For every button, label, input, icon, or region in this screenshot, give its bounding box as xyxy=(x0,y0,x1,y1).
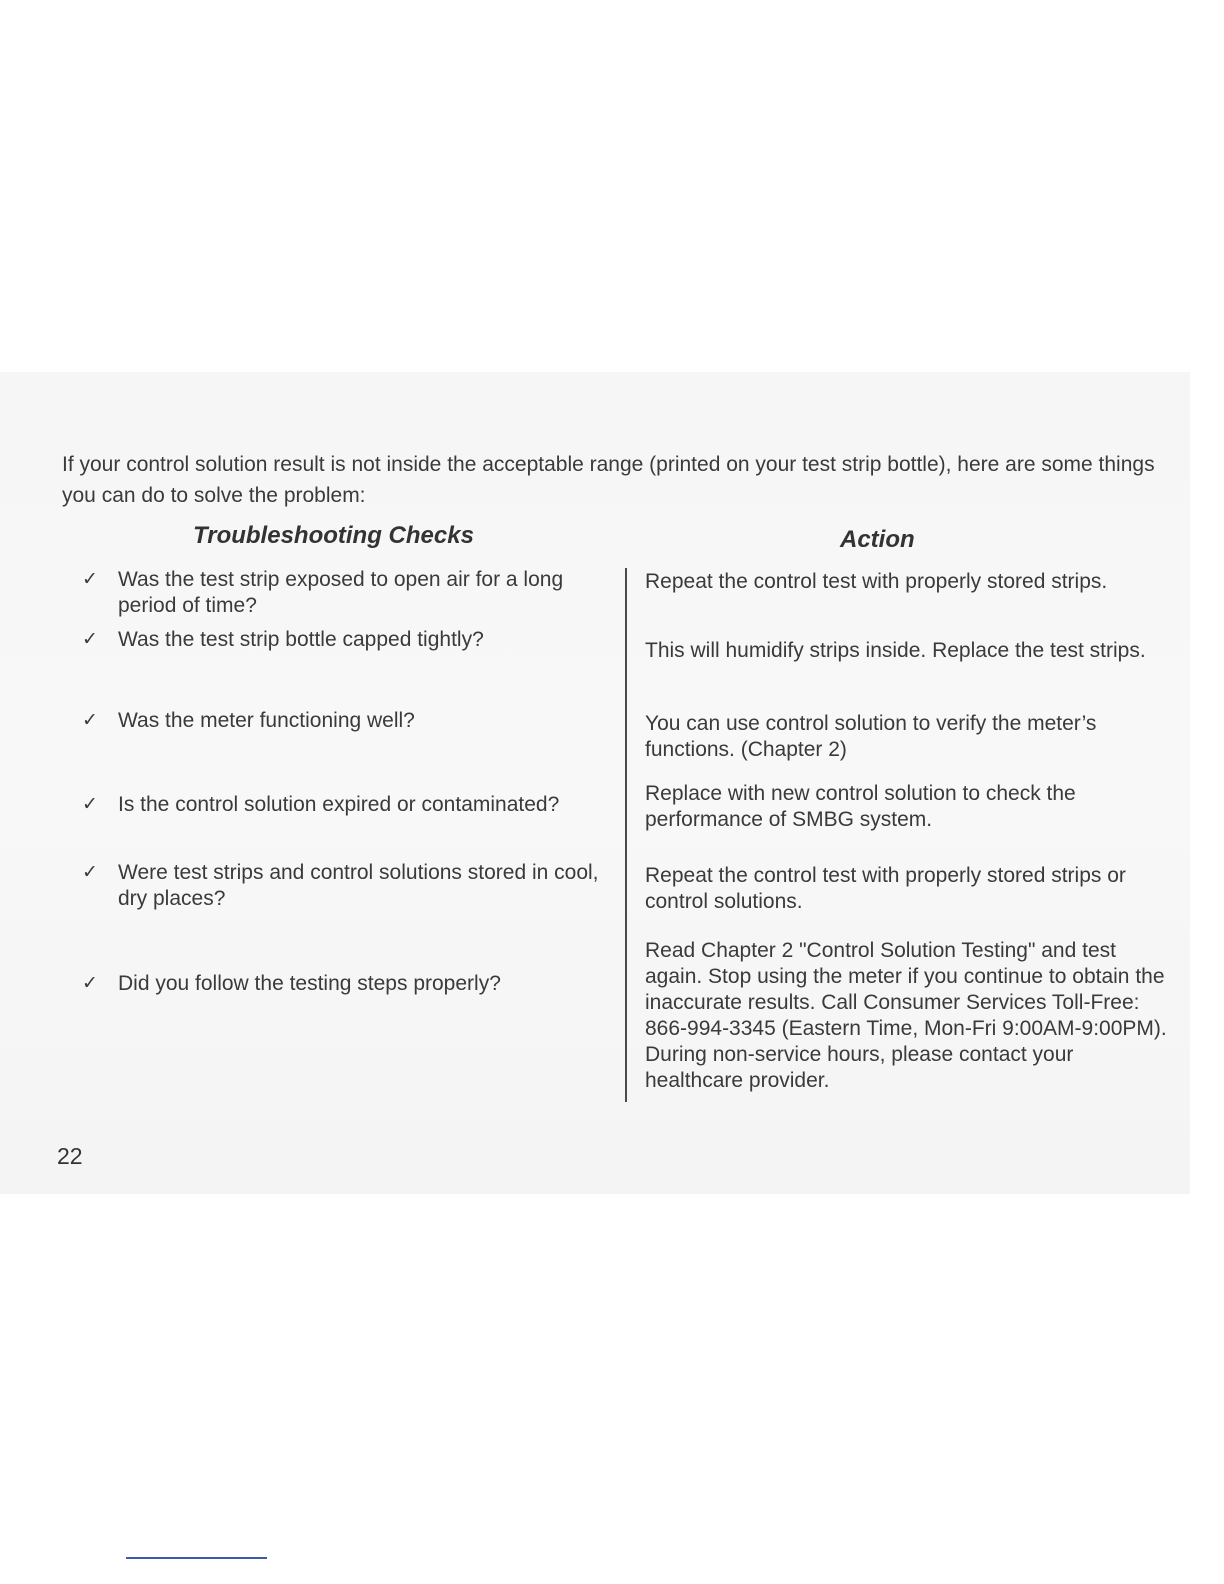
action-item-testing-steps: Read Chapter 2 "Control Solution Testing" and test again. Stop using the meter if you continue to obtain the inaccurate results. Call Consumer Services Toll-Free: 866-994-3345 (Eastern Time, Mon-Fri 9:00AM-9:00PM). During non-service hours, please contact your healthcare provider. xyxy=(645,939,1167,1092)
footer-rule xyxy=(126,1557,267,1559)
check-item-meter-functioning xyxy=(82,708,622,734)
check-item-testing-steps xyxy=(82,971,622,997)
check-item-text: Was the test strip exposed to open air for a long period of time? xyxy=(118,568,564,617)
check-item-open-air xyxy=(82,567,622,619)
action-item-open-air: Repeat the control test with properly stored strips. xyxy=(645,570,1108,593)
checkmark-icon: ✓ xyxy=(82,710,98,731)
check-item-bottle-capped xyxy=(82,627,622,653)
check-item-text: Did you follow the testing steps properly? xyxy=(118,972,501,995)
action-heading: Action xyxy=(840,526,915,553)
checkmark-icon: ✓ xyxy=(82,862,98,883)
checkmark-icon: ✓ xyxy=(82,569,98,590)
checkmark-icon: ✓ xyxy=(82,629,98,650)
check-item-text: Was the test strip bottle capped tightly? xyxy=(118,628,484,651)
action-item-storage-conditions: Repeat the control test with properly stored strips or control solutions. xyxy=(645,864,1126,913)
intro-paragraph: If your control solution result is not inside the acceptable range (printed on your test strip bottle), here are some things you can do to solve the problem: xyxy=(62,453,1155,507)
action-item-bottle-capped: This will humidify strips inside. Replace the test strips. xyxy=(645,639,1146,662)
page-number: 22 xyxy=(57,1143,83,1169)
check-item-text: Were test strips and control solutions stored in cool, dry places? xyxy=(118,861,599,910)
check-item-text: Is the control solution expired or contaminated? xyxy=(118,793,560,816)
check-item-storage-conditions xyxy=(82,860,622,912)
check-item-solution-expired xyxy=(82,792,622,818)
checkmark-icon: ✓ xyxy=(82,794,98,815)
column-divider xyxy=(625,568,627,1102)
troubleshooting-checks-heading: Troubleshooting Checks xyxy=(193,522,474,549)
action-item-solution-expired: Replace with new control solution to check the performance of SMBG system. xyxy=(645,782,1076,831)
checkmark-icon: ✓ xyxy=(82,973,98,994)
check-item-text: Was the meter functioning well? xyxy=(118,709,415,732)
action-item-meter-functioning: You can use control solution to verify the meter’s functions. (Chapter 2) xyxy=(645,712,1097,761)
